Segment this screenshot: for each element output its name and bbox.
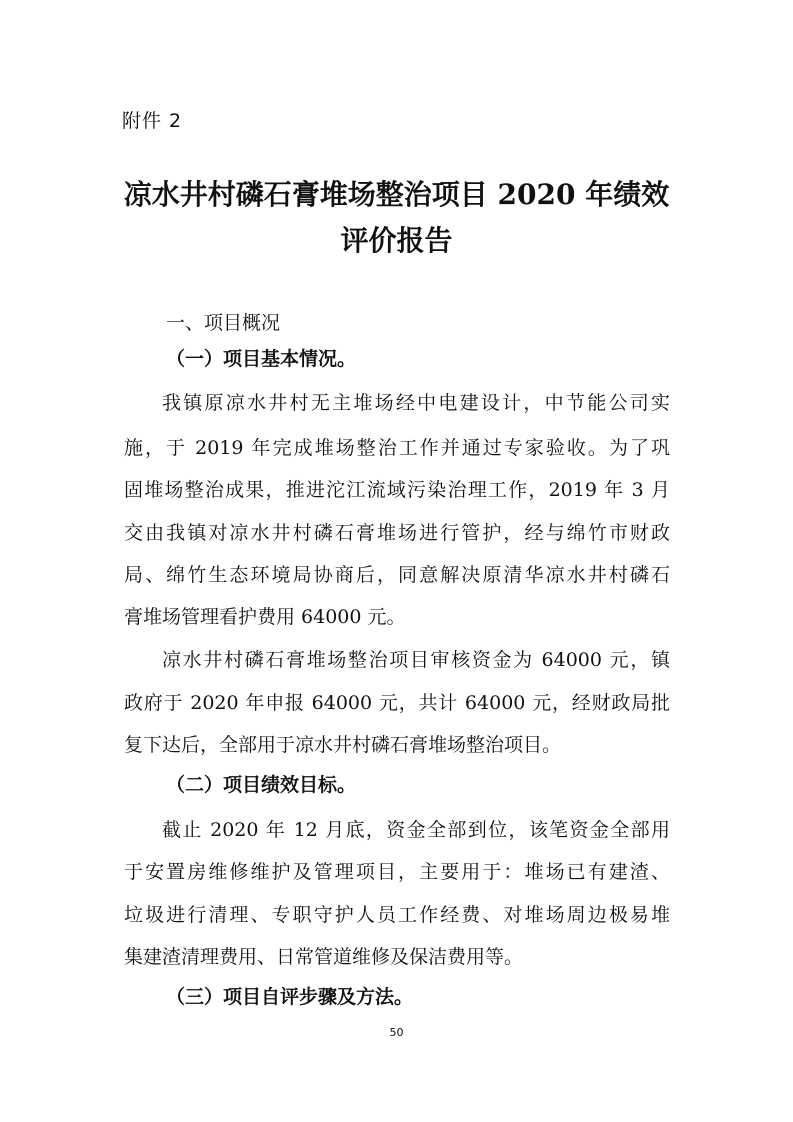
subsection-heading-self-evaluation: （三）项目自评步骤及方法。 <box>166 986 414 1008</box>
paragraph-line: 于安置房维修维护及管理项目，主要用于：堆场已有建渣、 <box>124 861 670 883</box>
paragraph-line: 交由我镇对凉水井村磷石膏堆场进行管护，经与绵竹市财政 <box>124 522 670 544</box>
paragraph-line: 膏堆场管理看护费用 64000 元。 <box>124 606 406 628</box>
paragraph-line: 凉水井村磷石膏堆场整治项目审核资金为 64000 元，镇 <box>162 649 670 671</box>
section-heading-project-overview: 一、项目概况 <box>166 312 281 334</box>
paragraph-line: 复下达后，全部用于凉水井村磷石膏堆场整治项目。 <box>124 734 562 756</box>
paragraph-line: 政府于 2020 年申报 64000 元，共计 64000 元，经财政局批 <box>124 692 670 714</box>
paragraph-line: 施，于 2019 年完成堆场整治工作并通过专家验收。为了巩 <box>124 437 670 459</box>
document-title-line-1: 凉水井村磷石膏堆场整治项目 2020 年绩效 <box>123 178 670 211</box>
page-number: 50 <box>389 1026 404 1039</box>
paragraph-line: 局、绵竹生态环境局协商后，同意解决原清华凉水井村磷石 <box>124 564 670 586</box>
paragraph-line: 固堆场整治成果，推进沱江流域污染治理工作，2019 年 3 月 <box>124 479 670 501</box>
subsection-heading-basic-info: （一）项目基本情况。 <box>166 348 357 370</box>
document-title-line-2: 评价报告 <box>340 224 453 257</box>
attachment-label: 附件 2 <box>122 110 183 132</box>
paragraph-line: 我镇原凉水井村无主堆场经中电建设计，中节能公司实 <box>162 392 670 414</box>
paragraph-line: 集建渣清理费用、日常管道维修及保洁费用等。 <box>124 946 524 968</box>
paragraph-line: 截止 2020 年 12 月底，资金全部到位，该笔资金全部用 <box>162 819 670 841</box>
subsection-heading-performance-goals: （二）项目绩效目标。 <box>166 774 357 796</box>
paragraph-line: 垃圾进行清理、专职守护人员工作经费、对堆场周边极易堆 <box>124 904 670 926</box>
